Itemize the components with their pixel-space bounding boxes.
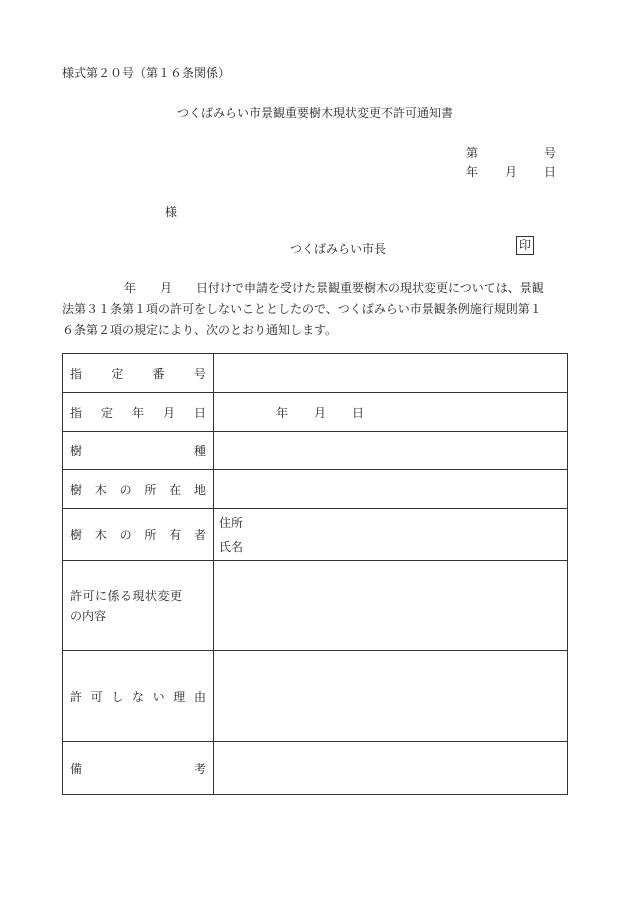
body-line-3: ６条第２項の規定により、次のとおり通知します。: [62, 323, 338, 337]
label-char: 理: [173, 689, 186, 704]
label-designation-date: [63, 393, 214, 432]
label-char: 在: [169, 482, 182, 497]
table-row: [63, 393, 568, 432]
form-number: 様式第２０号（第１６条関係）: [62, 66, 231, 80]
date-year: 年: [276, 405, 289, 420]
label-char: の: [119, 482, 132, 497]
addressee-honorific: 様: [165, 205, 178, 219]
table-row: [63, 561, 568, 651]
table-row: [63, 354, 568, 393]
label-char: 者: [193, 528, 206, 542]
issue-date-day: 日: [543, 165, 556, 179]
label-char: 樹: [70, 482, 83, 497]
label-char: 定: [100, 405, 113, 420]
label-char: 木: [94, 528, 107, 542]
label-char: 年: [131, 405, 144, 420]
label-change-details: [63, 561, 214, 651]
body-line-2: 法第３１条第１項の許可をしないこととしたので、つくばみらい市景観条例施行規則第１: [62, 302, 542, 316]
label-tree-location: [63, 470, 214, 509]
label-chars: [70, 481, 206, 498]
label-char: 地: [193, 482, 206, 497]
value-tree-owner[interactable]: [214, 509, 568, 561]
label-chars: [70, 688, 206, 705]
label-chars: [70, 442, 206, 459]
label-char: 可: [90, 689, 103, 704]
value-remarks[interactable]: [214, 742, 568, 795]
table-row: [63, 651, 568, 742]
label-char: 月: [162, 405, 175, 420]
label-char: 番: [152, 366, 165, 381]
label-char: 定: [111, 366, 124, 381]
label-char: 指: [70, 366, 83, 381]
label-char: 所: [144, 482, 157, 497]
label-tree-species: [63, 432, 214, 470]
label-chars: [70, 404, 206, 421]
issue-date: [466, 163, 556, 180]
label-char: の: [119, 528, 132, 542]
label-chars: [70, 526, 206, 543]
label-line-1: 許可に係る現状変更: [70, 588, 183, 603]
label-char: 有: [169, 528, 182, 542]
label-line-2: の内容: [70, 608, 107, 623]
table-row: [63, 509, 568, 561]
issue-date-year: 年: [466, 165, 479, 179]
info-table: [62, 353, 568, 795]
label-remarks: [63, 742, 214, 795]
body-text: [62, 278, 570, 341]
label-char: 所: [144, 528, 157, 542]
label-refusal-reason: [63, 651, 214, 742]
table-row: [63, 742, 568, 795]
label-char: 樹: [70, 528, 83, 542]
label-char: 許: [70, 689, 83, 704]
value-tree-location[interactable]: [214, 470, 568, 509]
body-line-1: 年 月 日付けで申請を受けた景観重要樹木の現状変更については、景観: [124, 281, 544, 295]
label-char: 木: [94, 482, 107, 497]
seal-mark: 印: [516, 236, 534, 255]
date-month: 月: [314, 405, 327, 420]
label-char: 考: [193, 761, 206, 776]
issue-number: [466, 144, 556, 161]
owner-address-label: 住所: [219, 515, 244, 530]
label-char: し: [111, 689, 124, 704]
label-char: 備: [70, 761, 83, 776]
label-char: 日: [193, 405, 206, 420]
label-char: 種: [193, 444, 206, 458]
sender-name: つくばみらい市長: [290, 242, 387, 256]
table-row: [63, 432, 568, 470]
issue-date-month: 月: [504, 165, 517, 179]
label-tree-owner: [63, 509, 214, 561]
issue-number-suffix: 号: [543, 146, 556, 160]
label-char: 号: [193, 366, 206, 381]
label-char: い: [152, 689, 165, 704]
value-change-details[interactable]: [214, 561, 568, 651]
value-designation-date[interactable]: [214, 393, 568, 432]
table-row: [63, 470, 568, 509]
label-char: 指: [70, 405, 83, 420]
value-refusal-reason[interactable]: [214, 651, 568, 742]
value-tree-species[interactable]: [214, 432, 568, 470]
label-char: 樹: [70, 444, 83, 458]
date-day: 日: [352, 405, 365, 420]
owner-name-label: 氏名: [219, 539, 244, 554]
label-designation-number: [63, 354, 214, 393]
value-designation-number[interactable]: [214, 354, 568, 393]
label-char: な: [131, 689, 144, 704]
document-title: つくばみらい市景観重要樹木現状変更不許可通知書: [176, 106, 453, 120]
label-chars: [70, 760, 206, 777]
label-chars: [70, 365, 206, 382]
issue-number-prefix: 第: [466, 146, 479, 160]
label-char: 由: [193, 689, 206, 704]
